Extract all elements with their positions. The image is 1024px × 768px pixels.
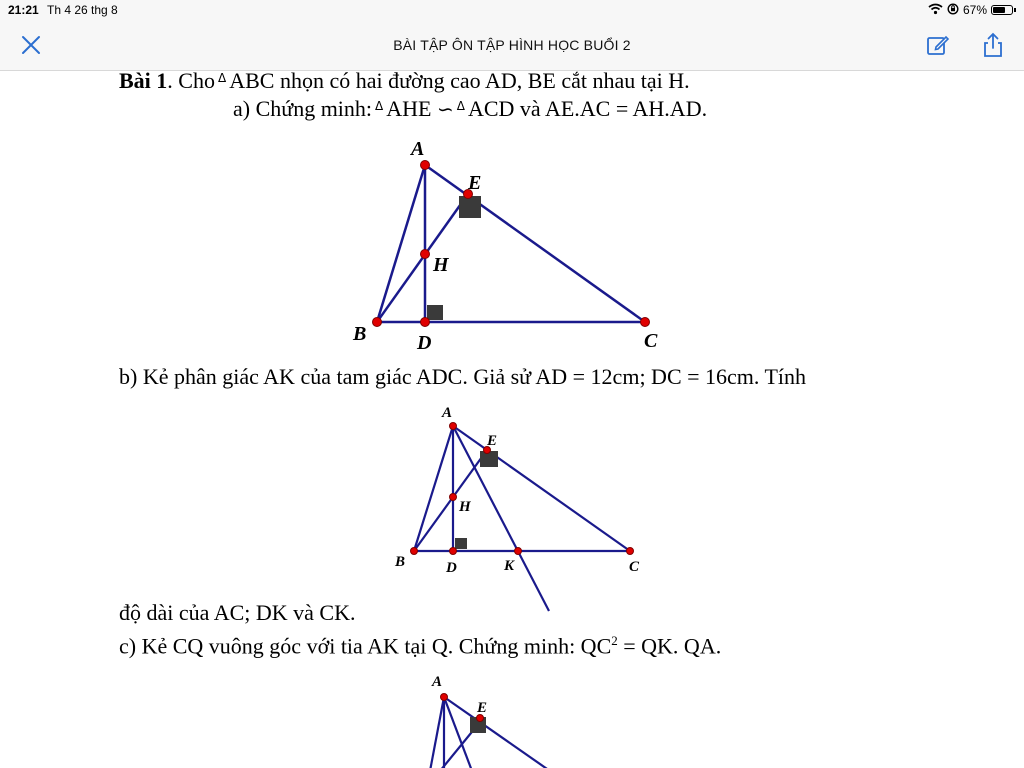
navigation-bar (0, 20, 1024, 71)
wifi-icon (928, 3, 943, 18)
label-A: A (411, 138, 425, 160)
part-a-triangle-1: AHE (386, 96, 432, 121)
share-button[interactable] (980, 32, 1006, 58)
part-a-line (233, 96, 707, 122)
label-B: B (395, 554, 406, 570)
share-icon (980, 32, 1006, 58)
label-C: C (644, 330, 658, 352)
label-H: H (459, 499, 471, 515)
label-K: K (504, 558, 515, 574)
status-date: Th 4 26 thg 8 (47, 3, 118, 17)
orientation-lock-icon (947, 3, 959, 18)
label-E: E (487, 433, 498, 449)
document-title: BÀI TẬP ÔN TẬP HÌNH HỌC BUỔI 2 (393, 37, 631, 53)
edit-icon (925, 32, 951, 58)
part-b-line-2: độ dài của AC; DK và CK. (119, 600, 356, 625)
label-B: B (353, 323, 367, 345)
status-time: 21:21 (8, 3, 39, 17)
triangle-symbol: Δ (217, 71, 227, 85)
similar-symbol: ∽ (436, 97, 454, 121)
problem-1-text: . Cho (167, 71, 215, 93)
figure-2-diagram (380, 396, 660, 618)
triangle-symbol: Δ (375, 99, 384, 113)
status-indicators (928, 3, 1016, 17)
problem-1-line (119, 71, 690, 94)
label-E: E (468, 172, 482, 194)
figure-3-diagram (400, 666, 600, 768)
part-b-line-1: b) Kẻ phân giác AK của tam giác ADC. Giả sử AD = 12cm; DC = 16cm. Tính (119, 364, 807, 389)
edit-button[interactable] (925, 32, 951, 58)
battery-percent: 67% (962, 3, 987, 17)
part-c-exponent: 2 (611, 633, 618, 648)
part-a-statement: ACD và AE.AC = AH.AD. (467, 96, 708, 121)
right-angle-mark-E (459, 196, 481, 218)
problem-1-label: Bài 1 (119, 71, 168, 93)
figure-2-lines (414, 426, 630, 611)
right-angle-mark-D (427, 305, 443, 320)
document-viewer[interactable] (0, 71, 1024, 768)
label-A: A (442, 405, 453, 421)
figure-1-diagram (340, 131, 680, 361)
figure-3-lines (430, 697, 550, 768)
part-c-line (119, 633, 721, 659)
triangle-symbol: Δ (456, 99, 465, 113)
label-E: E (477, 700, 488, 716)
right-angle-mark-D (455, 538, 467, 549)
figure-1-lines (377, 165, 645, 322)
status-bar (0, 0, 1024, 20)
label-D: D (446, 560, 457, 576)
label-D: D (417, 332, 432, 354)
figure-1-points (373, 161, 650, 327)
part-a-intro: a) Chứng minh: (233, 96, 373, 121)
label-C: C (629, 559, 640, 575)
label-H: H (433, 254, 449, 276)
battery-icon (991, 5, 1013, 15)
part-c-statement: = QK. QA. (617, 633, 722, 659)
figure-2-points (411, 423, 634, 555)
part-c-text: c) Kẻ CQ vuông góc với tia AK tại Q. Chứng minh: QC (119, 633, 612, 659)
problem-1-statement: ABC nhọn có hai đường cao AD, BE cắt nhau tại H. (229, 71, 690, 93)
label-A: A (432, 674, 443, 690)
